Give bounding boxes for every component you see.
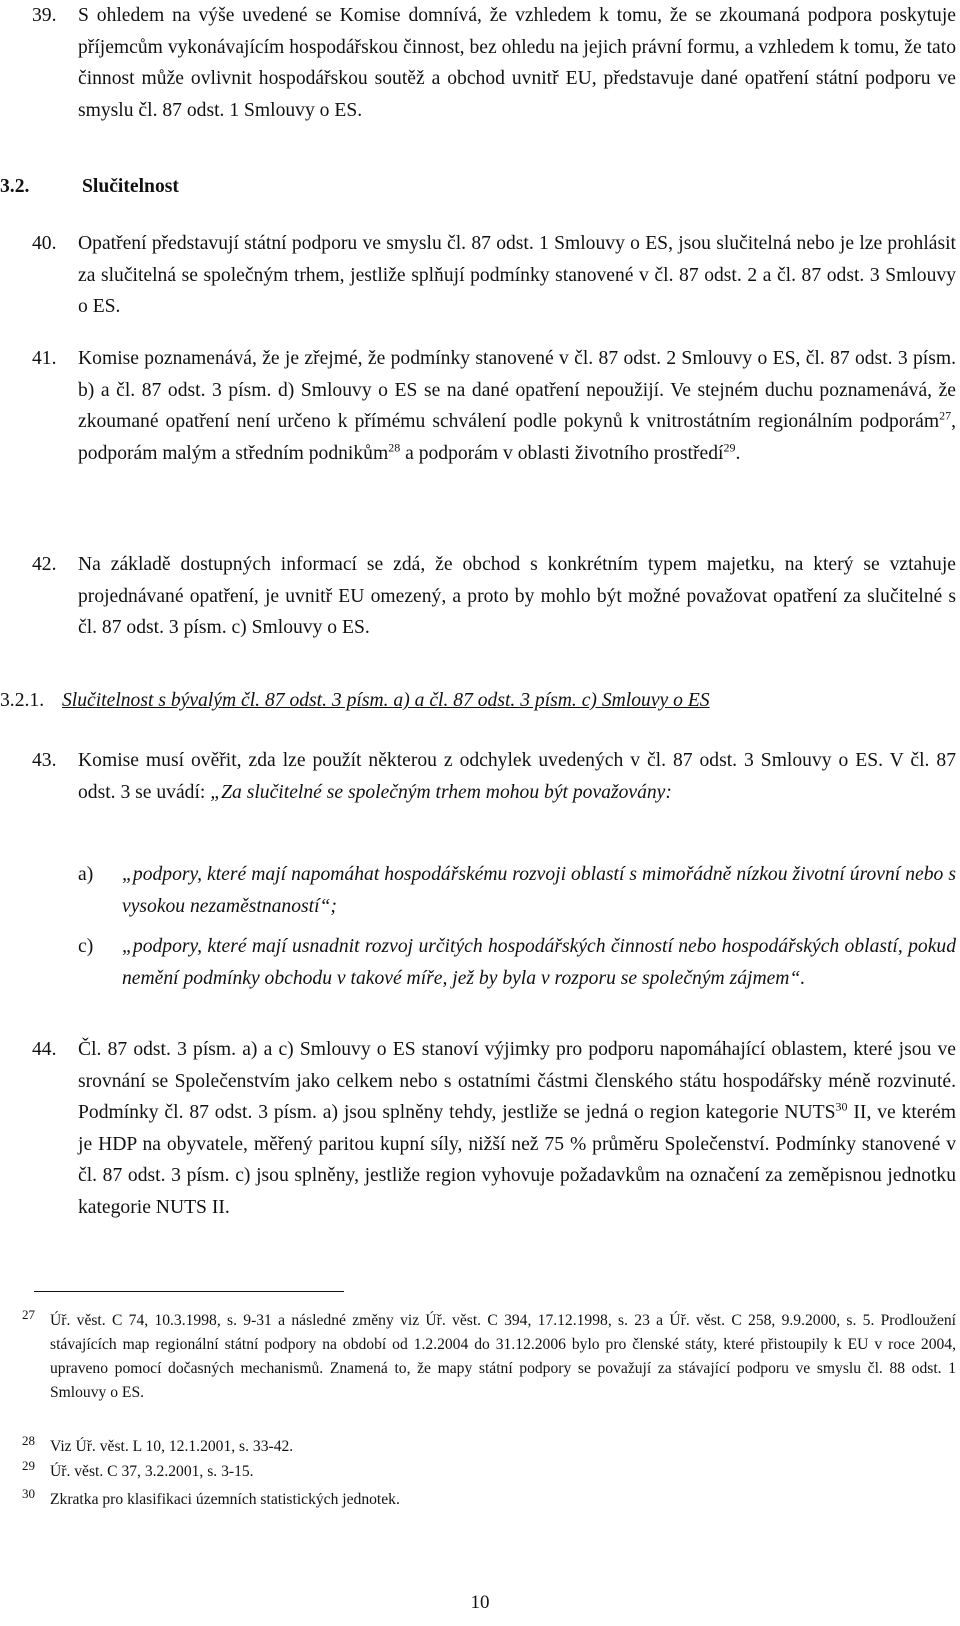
paragraph-text: S ohledem na výše uvedené se Komise domnívá, že vzhledem k tomu, že se zkoumaná podpora poskytuje příjemcům vykonávajícím hospodářskou činnost, bez ohledu na jejich právní formu, a vzhledem k tomu, že tato činnost může ovlivnit hospodářskou soutěž a obchod uvnitř EU, představuje dané opatření státní podporu ve smyslu čl. 87 odst. 1 Smlouvy o ES.: [78, 5, 956, 121]
paragraph-text: Opatření představují státní podporu ve smyslu čl. 87 odst. 1 Smlouvy o ES, jsou slučitelná nebo je lze prohlásit za slučitelná se společným trhem, jestliže splňují podmínky stanovené v čl. 87 odst. 2 a čl. 87 odst. 3 Smlouvy o ES.: [78, 233, 956, 317]
paragraph-42: [32, 549, 956, 644]
footnote-text: Zkratka pro klasifikaci územních statistických jednotek.: [50, 1491, 400, 1508]
footnote-number: 30: [22, 1486, 35, 1501]
paragraph-44: [32, 1034, 956, 1223]
text-run: .: [735, 442, 741, 464]
paragraph-number: 41.: [32, 348, 57, 369]
section-number: 3.2.: [0, 176, 30, 197]
text-run: Komise poznamenává, že je zřejmé, že podmínky stanovené v čl. 87 odst. 2 Smlouvy o ES, čl. 87 odst. 3 písm. b) a čl. 87 odst. 3 písm. d) Smlouvy o ES se na dané opatření nepoužijí. Ve stejném duchu poznamenává, že zkoumané opatření není určeno k přímému schválení podle pokynů k vnitrostátním regionálním podporám: [78, 348, 956, 432]
list-item-label: a): [78, 864, 94, 885]
footnote-30: [22, 1488, 956, 1512]
footnote-27: [22, 1309, 956, 1405]
paragraph-number: 39.: [32, 5, 57, 26]
footnote-29: [22, 1460, 956, 1484]
paragraph-39: [32, 0, 956, 126]
paragraph-text: Na základě dostupných informací se zdá, že obchod s konkrétním typem majetku, na který se vztahuje projednávané opatření, je uvnitř EU omezený, a proto by mohlo být možné považovat opatření za slučitelné s čl. 87 odst. 3 písm. c) Smlouvy o ES.: [78, 554, 956, 638]
footnote-text: Úř. věst. C 74, 10.3.1998, s. 9-31 a následné změny viz Úř. věst. C 394, 17.12.1998, s. 23 a Úř. věst. C 258, 9.9.2000, s. 5. Prodloužení stávajících map regionální státní podpory na období od 1.2.2004 do 31.12.2006 bylo pro členské státy, které přistoupily k EU v roce 2004, upraveno pomocí dočasných mechanismů. Znamená to, že mapy státní podpory se považují za stávající podporu ve smyslu čl. 88 odst. 1 Smlouvy o ES.: [50, 1312, 956, 1401]
paragraph-number: 44.: [32, 1039, 57, 1060]
list-item-label: c): [78, 936, 94, 957]
text-run: a podporám v oblasti životního prostředí: [400, 442, 724, 464]
paragraph-43: [32, 745, 956, 808]
list-item-c: [78, 931, 956, 994]
footnote-ref-27[interactable]: 27: [939, 408, 952, 423]
footnote-ref-30[interactable]: 30: [835, 1099, 848, 1114]
text-run: II, ve kterém je HDP na obyvatele, měřený paritou kupní síly, nižší než 75 % průměru Společenství. Podmínky stanovené v čl. 87 odst. 3 písm. c) jsou splněny, jestliže region vyhovuje požadavkům na označení za zeměpisnou jednotku kategorie NUTS II.: [78, 1102, 956, 1218]
footnote-text: Úř. věst. C 37, 3.2.2001, s. 3-15.: [50, 1463, 254, 1480]
paragraph-text: [78, 745, 956, 808]
list-item-a: [78, 859, 956, 922]
footnote-separator: [34, 1291, 344, 1292]
footnote-number: 27: [22, 1307, 35, 1322]
paragraph-number: 40.: [32, 233, 57, 254]
paragraph-number: 42.: [32, 554, 57, 575]
list-item-text: „podpory, které mají napomáhat hospodářskému rozvoji oblastí s mimořádně nízkou životní úrovní nebo s vysokou nezaměstnaností“;: [122, 864, 956, 917]
quote-text: „Za slučitelné se společným trhem mohou být považovány:: [210, 781, 672, 803]
paragraph-41: [32, 343, 956, 469]
text-run: Komise musí ověřit, zda lze použít některou z odchylek uvedených v čl. 87 odst. 3 Smlouvy o ES. V čl. 87 odst. 3 se uvádí:: [78, 750, 956, 803]
paragraph-text: [78, 1034, 956, 1223]
footnote-ref-29[interactable]: 29: [723, 439, 736, 454]
paragraph-text: [78, 343, 956, 469]
page-number: 10: [470, 1592, 490, 1613]
text-run: Čl. 87 odst. 3 písm. a) a c) Smlouvy o ES stanoví výjimky pro podporu napomáhající oblastem, které jsou ve srovnání se Společenstvím jako celkem nebo s ostatními částmi členského státu hospodářsky méně rozvinuté. Podmínky čl. 87 odst. 3 písm. a) jsou splněny tehdy, jestliže se jedná o region kategorie NUTS: [78, 1039, 956, 1123]
footnote-number: 29: [22, 1458, 35, 1473]
paragraph-40: [32, 228, 956, 323]
footnote-number: 28: [22, 1433, 35, 1448]
footnote-text: Viz Úř. věst. L 10, 12.1.2001, s. 33-42.: [50, 1438, 294, 1455]
paragraph-number: 43.: [32, 750, 57, 771]
section-title: Slučitelnost: [82, 176, 179, 197]
list-item-text: „podpory, které mají usnadnit rozvoj určitých hospodářských činností nebo hospodářských oblastí, pokud nemění podmínky obchodu v takové míře, jež by byla v rozporu se společným zájmem“.: [122, 936, 956, 989]
section-title: Slučitelnost s bývalým čl. 87 odst. 3 písm. a) a čl. 87 odst. 3 písm. c) Smlouvy o ES: [62, 690, 710, 711]
footnote-28: [22, 1435, 956, 1459]
footnote-ref-28[interactable]: 28: [388, 439, 401, 454]
section-number: 3.2.1.: [0, 690, 45, 711]
text-run: , podporám malým a středním podnikům: [78, 411, 956, 464]
